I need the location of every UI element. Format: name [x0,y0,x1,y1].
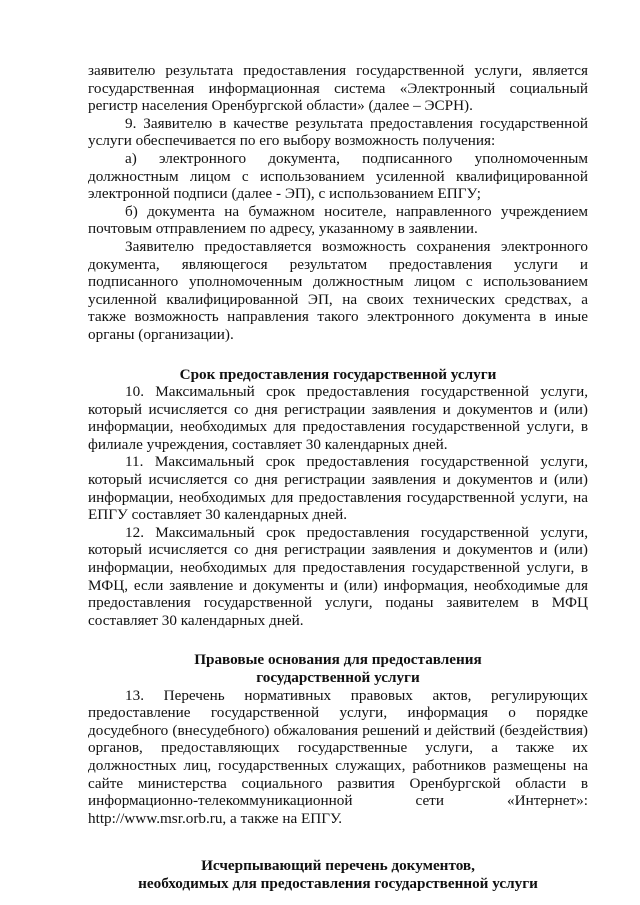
paragraph-item-9b: б) документа на бумажном носителе, направленного учреждением почтовым отправлением по адресу, указанному в заявлении. [88,202,588,238]
heading-term: Срок предоставления государственной услуги [179,365,497,383]
heading-docs-line2: необходимых для предоставления государственной услуги [138,874,538,892]
paragraph-item-10: 10. Максимальный срок предоставления государственной услуги, который исчисляется со дня регистрации заявления и документов и (или) информации, необходимых для предоставления государственной услуги, в филиале учреждения, составляет 30 календарных дней. [88,383,588,453]
paragraph-result-system: заявителю результата предоставления государственной услуги, является государственная информационная система «Электронный социальный регистр населения Оренбургской области» (далее – ЭСРН). [88,62,588,115]
heading-docs-line1: Исчерпывающий перечень документов, [201,857,475,875]
heading-legal-line2: государственной услуги [256,669,420,686]
paragraph-save-document: Заявителю предоставляется возможность сохранения электронного документа, являющегося результатом предоставления услуги и подписанного уполномоченным должностным лицом с использованием усиленной квалифицированной ЭП, на своих технических средствах, а также возможность направления такого электронного документа в иные органы (организации). [88,237,588,343]
paragraph-item-9: 9. Заявителю в качестве результата предоставления государственной услуги обеспечивается по его выбору возможность получения: [88,114,588,150]
document-page [88,62,588,893]
paragraph-item-12: 12. Максимальный срок предоставления государственной услуги, который исчисляется со дня регистрации заявления и документов и (или) информации, необходимых для предоставления государственной услуги, в МФЦ, если заявление и документы и (или) информация, необходимые для предоставления государственной услуги, поданы заявителем в МФЦ составляет 30 календарных дней. [88,523,588,629]
paragraph-item-9a: а) электронного документа, подписанного уполномоченным должностным лицом с использованием усиленной квалифицированной электронной подписи (далее - ЭП), с использованием ЕПГУ; [88,149,588,203]
heading-legal-line1: Правовые основания для предоставления [194,651,482,669]
paragraph-item-13: 13. Перечень нормативных правовых актов, регулирующих предоставление государственной услуги, информация о порядке досудебного (внесудебного) обжалования решений и действий (бездействия) органов, предоставляющих государственные услуги, а также их должностных лиц, государственных служащих, работников размещены на сайте министерства социального развития Оренбургской области в информационно-телекоммуникационной сети «Интернет»: http://www.msr.orb.ru, а также на ЕПГУ. [88,686,588,827]
paragraph-item-11: 11. Максимальный срок предоставления государственной услуги, который исчисляется со дня регистрации заявления и документов и (или) информации, необходимых для предоставления государственной услуги, на ЕПГУ составляет 30 календарных дней. [88,453,588,524]
